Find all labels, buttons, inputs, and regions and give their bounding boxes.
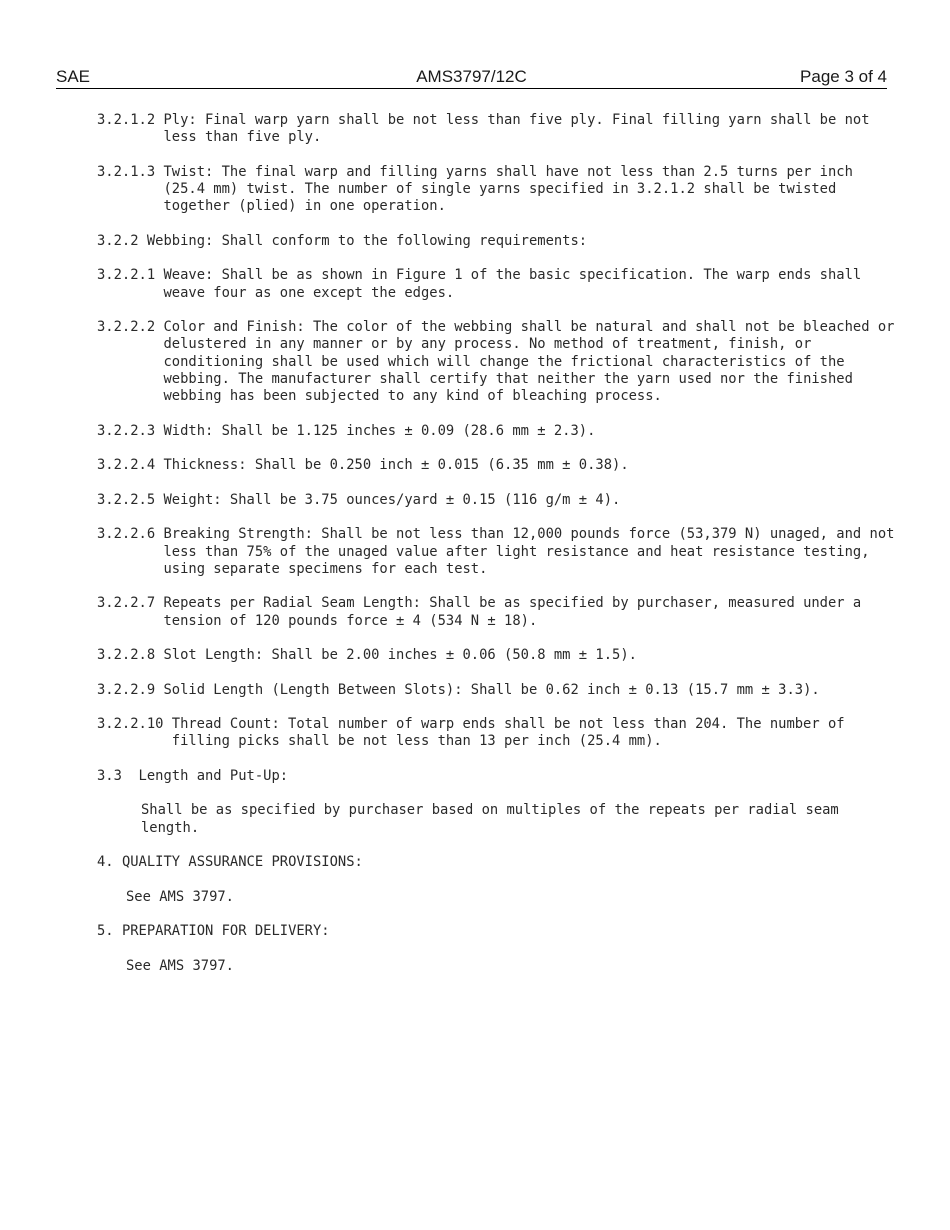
header-org: SAE <box>56 67 91 86</box>
section-number: 3.2.2.3 <box>97 422 156 439</box>
section-text: Thickness: Shall be 0.250 inch ± 0.015 (6.35 mm ± 0.38). <box>163 457 629 474</box>
section-text: Weave: Shall be as shown in Figure 1 of the basic specification. The warp ends shall weave four as one except the edges. <box>163 267 862 301</box>
section-3-2-1-3 <box>97 164 897 216</box>
section-number: 4. <box>97 854 114 871</box>
section-number: 3.2.2.10 <box>97 716 164 733</box>
section-3-2-2 <box>97 233 897 250</box>
section-3-3 <box>97 768 897 785</box>
document-body <box>97 112 897 992</box>
section-3-2-2-2 <box>97 319 897 405</box>
section-3-2-2-5 <box>97 492 897 509</box>
section-5-body: See AMS 3797. <box>126 957 234 974</box>
section-text: Breaking Strength: Shall be not less than 12,000 pounds force (53,379 N) unaged, and not less than 75% of the unaged value after light resistance and heat resistance testing, using separate specimens for each test. <box>163 526 895 577</box>
section-number: 5. <box>97 923 114 940</box>
section-number: 3.2.2.4 <box>97 457 156 474</box>
section-3-2-2-6 <box>97 526 897 578</box>
section-heading: PREPARATION FOR DELIVERY: <box>121 923 330 940</box>
header-page-number: Page 3 of 4 <box>800 67 887 86</box>
section-heading: QUALITY ASSURANCE PROVISIONS: <box>121 854 363 871</box>
section-number: 3.2.1.2 <box>97 112 156 128</box>
section-number: 3.3 <box>97 767 122 784</box>
section-number: 3.2.2.1 <box>97 267 156 284</box>
section-number: 3.2.2.2 <box>97 319 156 336</box>
section-number: 3.2.1.3 <box>97 163 156 180</box>
section-3-2-2-7 <box>97 595 897 630</box>
page-header <box>56 66 887 89</box>
section-3-2-1-2 <box>97 112 897 147</box>
section-number: 3.2.2 <box>97 232 139 249</box>
section-3-2-2-1 <box>97 267 897 302</box>
header-doc-number: AMS3797/12C <box>416 67 527 86</box>
section-4-body: See AMS 3797. <box>126 888 234 905</box>
section-number: 3.2.2.6 <box>97 526 156 543</box>
section-text: Repeats per Radial Seam Length: Shall be as specified by purchaser, measured under a tension of 120 pounds force ± 4 (534 N ± 18). <box>163 595 862 629</box>
section-4-heading <box>97 854 897 871</box>
section-text: Slot Length: Shall be 2.00 inches ± 0.06 (50.8 mm ± 1.5). <box>163 647 637 664</box>
section-number: 3.2.2.9 <box>97 681 156 698</box>
section-number: 3.2.2.8 <box>97 647 156 664</box>
section-3-3-body: Shall be as specified by purchaser based on multiples of the repeats per radial seam length. <box>141 802 839 836</box>
section-3-2-2-10 <box>97 716 897 751</box>
section-text: Thread Count: Total number of warp ends shall be not less than 204. The number of filling picks shall be not less than 13 per inch (25.4 mm). <box>171 716 845 750</box>
section-3-2-2-9 <box>97 682 897 699</box>
section-3-2-2-8 <box>97 647 897 664</box>
section-text: Width: Shall be 1.125 inches ± 0.09 (28.6 mm ± 2.3). <box>163 422 596 439</box>
section-3-2-2-4 <box>97 457 897 474</box>
section-text: Color and Finish: The color of the webbing shall be natural and shall not be bleached or delustered in any manner or by any process. No method of treatment, finish, or conditioning shall be used which will change the frictional characteristics of the webbing. The manufacturer shall certify that neither the yarn used nor the finished webbing has been subjected to any kind of bleaching process. <box>163 319 895 405</box>
section-number: 3.2.2.7 <box>97 595 156 612</box>
section-3-2-2-3 <box>97 423 897 440</box>
section-text: Ply: Final warp yarn shall be not less than five ply. Final filling yarn shall be not less than five ply. <box>163 112 870 146</box>
section-text: Solid Length (Length Between Slots): Shall be 0.62 inch ± 0.13 (15.7 mm ± 3.3). <box>163 681 820 698</box>
section-heading: Length and Put-Up: <box>138 767 289 784</box>
section-text: Webbing: Shall conform to the following requirements: <box>146 232 588 249</box>
section-text: Weight: Shall be 3.75 ounces/yard ± 0.15 (116 g/m ± 4). <box>163 491 621 508</box>
section-text: Twist: The final warp and filling yarns shall have not less than 2.5 turns per inch (25.4 mm) twist. The number of single yarns specified in 3.2.1.2 shall be twisted together (plied) in one operation. <box>163 163 853 215</box>
section-5-heading <box>97 923 897 940</box>
section-number: 3.2.2.5 <box>97 491 156 508</box>
